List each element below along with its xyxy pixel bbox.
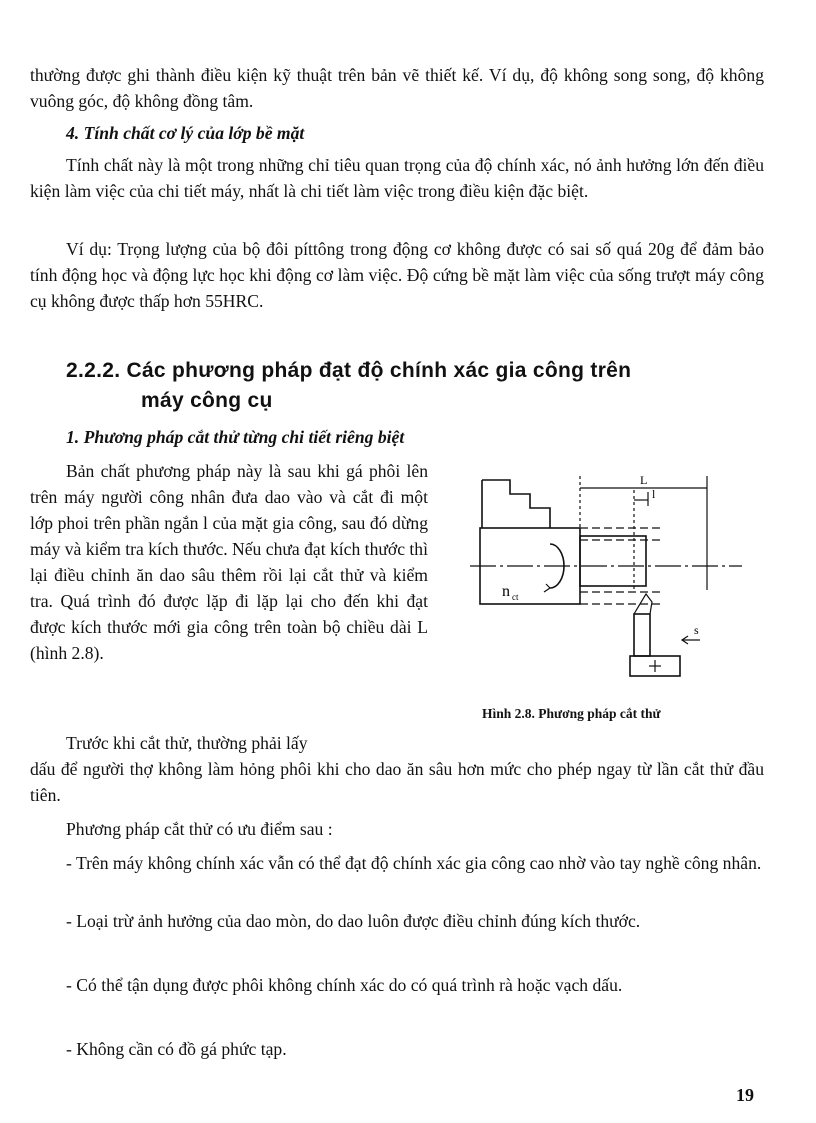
figure-caption: Hình 2.8. Phương pháp cắt thử (482, 706, 661, 721)
advantage-item: - Loại trừ ảnh hưởng của dao mòn, do dao luôn được điều chỉnh đúng kích thước. (66, 911, 641, 931)
label-l: l (652, 487, 656, 501)
advantages-intro: Phương pháp cắt thử có ưu điểm sau : (66, 819, 333, 839)
tool-shank (634, 614, 650, 656)
section-heading-line2: máy công cụ (141, 389, 273, 412)
subheading-1: 1. Phương pháp cắt thử từng chi tiết riêng biệt (66, 427, 405, 447)
page-number: 19 (736, 1085, 754, 1105)
before-paragraph-start: Trước khi cắt thử, thường phải lấy (66, 733, 308, 753)
essence-paragraph: Bản chất phương pháp này là sau khi gá phôi lên trên máy người công nhân đưa dao vào và cắt đi một lớp phoi trên phần ngắn l của mặt gia công, sau đó dừng máy và kiểm tra kích thước. Nếu chưa đạt kích thước thì lại điều chỉnh ăn dao sâu thêm rồi lại cắt thử và kiểm tra. Quá trình đó được lặp đi lặp lại cho đến khi đạt được kích thước mới gia công trên toàn bộ chiều dài L (hình 2.8). (30, 461, 428, 663)
label-n: n (502, 583, 510, 600)
workpiece-section (580, 536, 646, 586)
chuck-jaw (482, 480, 550, 528)
label-L: L (640, 473, 648, 487)
label-n-sub: ct (512, 592, 519, 602)
subheading-4: 4. Tính chất cơ lý của lớp bề mặt (66, 123, 305, 143)
property-paragraph: Tính chất này là một trong những chỉ tiêu quan trọng của độ chính xác, nó ảnh hưởng lớn đến điều kiện làm việc của chi tiết máy, nhất là chi tiết làm việc trong điều kiện đặc biệt. (30, 155, 764, 201)
advantage-item: - Không cần có đồ gá phức tạp. (66, 1039, 287, 1059)
before-paragraph-cont: dấu để người thợ không làm hỏng phôi khi cho dao ăn sâu hơn mức cho phép ngay từ lần cắt thử đầu tiên. (30, 759, 764, 805)
advantage-item: - Trên máy không chính xác vẫn có thể đạt độ chính xác gia công cao nhờ vào tay nghề công nhân. (66, 853, 762, 873)
label-s: s (694, 623, 699, 637)
trial-cut-diagram (462, 472, 758, 686)
advantage-item: - Có thể tận dụng được phôi không chính xác do có quá trình rà hoặc vạch dấu. (66, 975, 623, 995)
example-paragraph: Ví dụ: Trọng lượng của bộ đôi píttông trong động cơ không được có sai số quá 20g để đảm bảo tính động học và động lực học khi động cơ làm việc. Độ cứng bề mặt làm việc của sống trượt máy công cụ không được thấp hơn 55HRC. (30, 239, 764, 311)
intro-paragraph: thường được ghi thành điều kiện kỹ thuật trên bản vẽ thiết kế. Ví dụ, độ không song song, độ không vuông góc, độ không đồng tâm. (30, 65, 764, 111)
section-heading: 2.2.2. Các phương pháp đạt độ chính xác gia công trên (66, 359, 632, 382)
